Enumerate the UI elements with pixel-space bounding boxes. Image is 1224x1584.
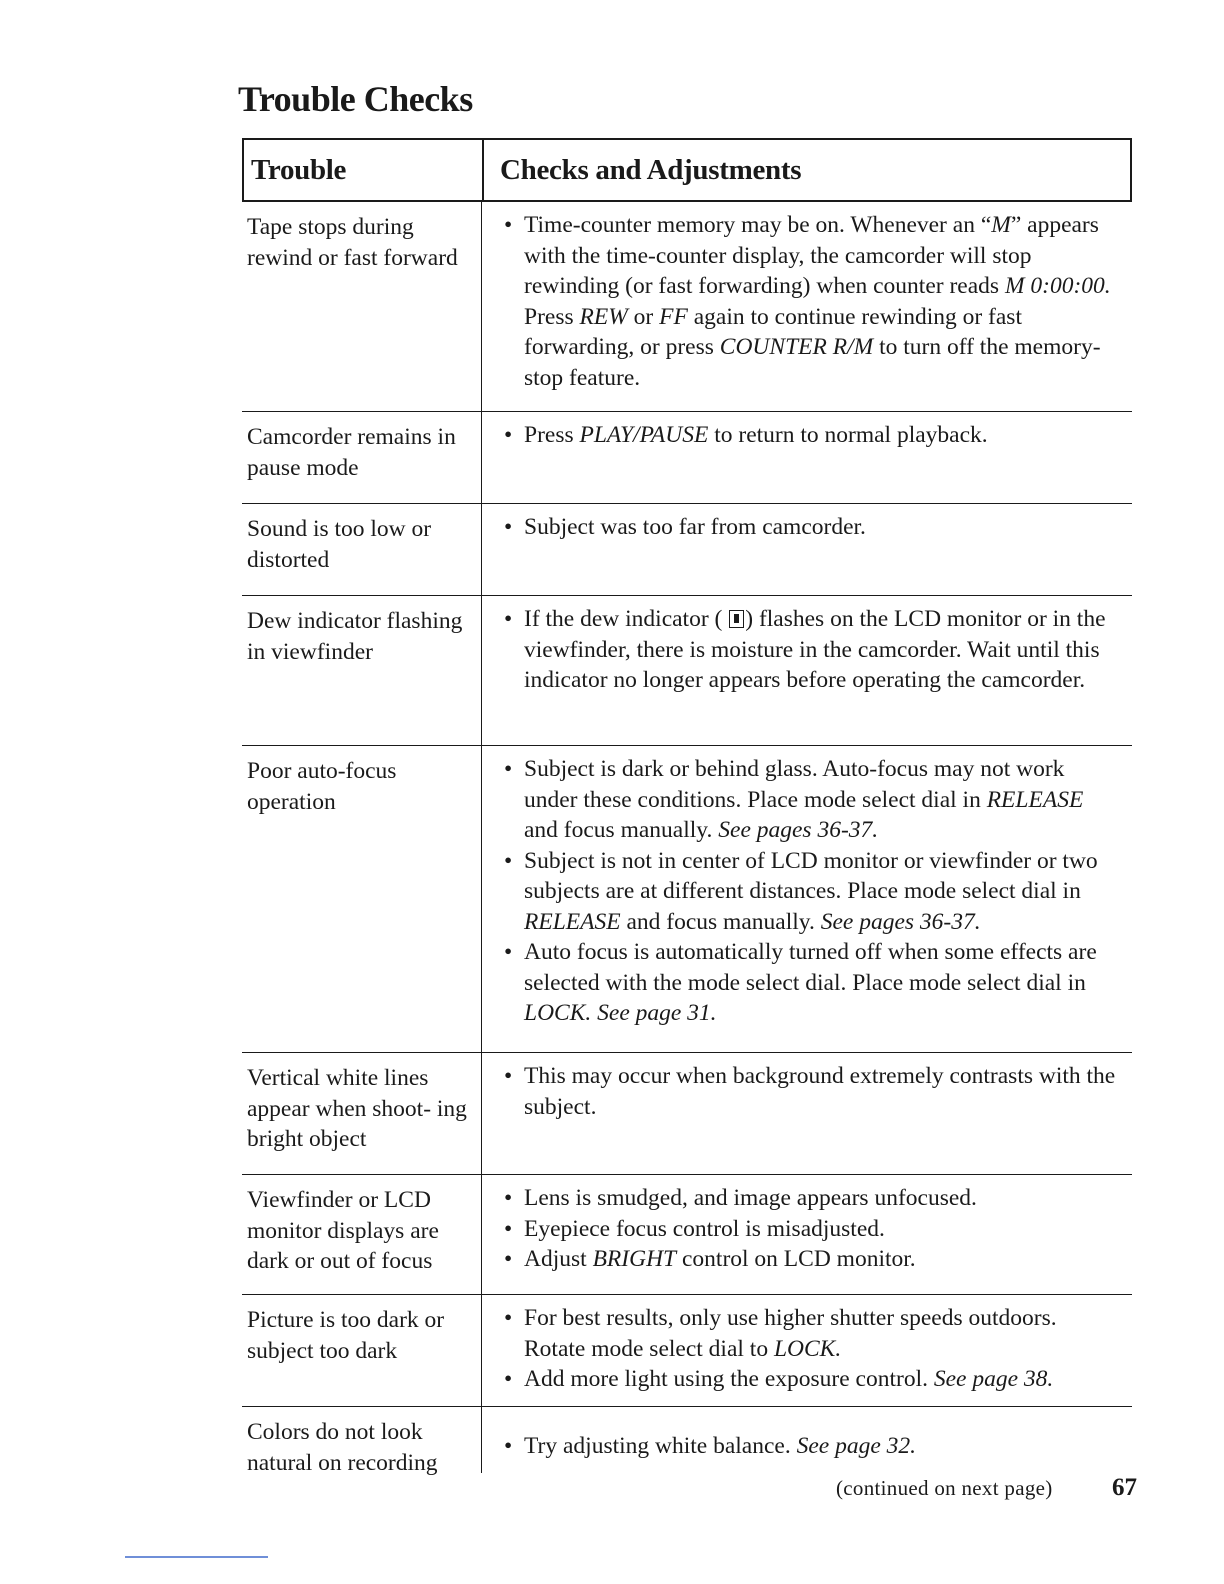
- check-item: [500, 1183, 1122, 1214]
- check-text: Time-counter memory may be on. Whenever an “: [524, 212, 992, 238]
- check-item: [500, 1303, 1122, 1364]
- page-number: 67: [1112, 1474, 1137, 1501]
- trouble-cell: Dew indicator flashing in viewfinder: [242, 596, 482, 745]
- table-row: [242, 1295, 1132, 1407]
- check-text: Auto focus is automatically turned off when some effects are selected with the mode select dial. Place mode select dial in: [524, 939, 1097, 996]
- check-text: If the dew indicator (: [524, 606, 729, 632]
- emphasized-text: FF: [659, 303, 688, 330]
- emphasized-text: LOCK.: [524, 1000, 592, 1026]
- checks-cell: [482, 202, 1132, 411]
- check-item: [500, 846, 1122, 938]
- trouble-cell: Tape stops during rewind or fast forward: [242, 202, 482, 411]
- check-text: Try adjusting white balance.: [524, 1433, 797, 1459]
- emphasized-text: See pages 36-37.: [820, 908, 981, 935]
- check-item: [500, 937, 1122, 1029]
- checks-cell: [482, 412, 1132, 503]
- check-item: [500, 1364, 1122, 1395]
- checks-cell: [482, 1175, 1132, 1294]
- trouble-cell: Viewfinder or LCD monitor displays are dark or out of focus: [242, 1175, 482, 1294]
- check-item: [500, 512, 1122, 543]
- check-item: [500, 210, 1122, 393]
- page-title: Trouble Checks: [238, 79, 473, 119]
- table-row: [242, 202, 1132, 412]
- check-item: [500, 1214, 1122, 1245]
- check-item: [500, 1244, 1122, 1275]
- checks-cell: [482, 1053, 1132, 1174]
- dew-indicator-icon: [729, 610, 744, 628]
- check-text: or: [627, 303, 660, 330]
- table-row: [242, 1407, 1132, 1476]
- emphasized-text: COUNTER R/M: [719, 334, 874, 360]
- trouble-checks-table: [242, 138, 1132, 1476]
- emphasized-text: PLAY/PAUSE: [579, 422, 709, 448]
- check-text: For best results, only use higher shutter speeds outdoors. Rotate mode select dial to: [524, 1305, 1057, 1362]
- check-text: This may occur when background extremely contrasts with the subject.: [524, 1063, 1116, 1120]
- table-row: [242, 746, 1132, 1053]
- trouble-cell: Colors do not look natural on recording: [242, 1407, 482, 1473]
- emphasized-text: RELEASE: [986, 786, 1084, 813]
- check-text: ) flashes on the LCD monitor or in the viewfinder, there is moisture in the camcorder. Wait until this indicator no longer appears before operating the camcorder.: [524, 606, 1106, 693]
- checks-cell: [482, 504, 1132, 595]
- checks-cell: [482, 746, 1132, 1052]
- table-row: [242, 504, 1132, 596]
- check-text: control on LCD monitor.: [676, 1246, 916, 1272]
- check-item: [500, 1061, 1122, 1122]
- emphasized-text: See pages 36-37.: [718, 817, 879, 843]
- emphasized-text: See page 31.: [597, 1000, 717, 1026]
- check-text: Subject is not in center of LCD monitor or viewfinder or two subjects are at different distances. Place mode select dial in: [524, 847, 1098, 904]
- check-text: Press: [524, 303, 580, 330]
- table-row: [242, 412, 1132, 504]
- column-header-checks: Checks and Adjustments: [500, 153, 802, 186]
- emphasized-text: RELEASE: [524, 908, 621, 935]
- check-text: Adjust: [524, 1246, 593, 1272]
- emphasized-text: See page 38.: [933, 1366, 1054, 1392]
- scan-accent-line: [125, 1556, 268, 1558]
- emphasized-text: LOCK.: [773, 1335, 842, 1362]
- checks-cell: [482, 1295, 1132, 1406]
- checks-cell: [482, 1407, 1132, 1473]
- check-text: Subject was too far from camcorder.: [524, 514, 866, 540]
- trouble-cell: Sound is too low or distorted: [242, 504, 482, 595]
- check-text: Press: [524, 422, 580, 448]
- check-text: Lens is smudged, and image appears unfocused.: [524, 1185, 977, 1211]
- continued-note: (continued on next page): [836, 1476, 1053, 1500]
- check-text: again to continue rewinding or fast forwarding, or press: [524, 303, 1022, 360]
- emphasized-text: REW: [579, 303, 628, 330]
- check-text: to turn off the memory-stop feature.: [524, 334, 1101, 391]
- check-text: Eyepiece focus control is misadjusted.: [524, 1215, 885, 1242]
- check-text: Subject is dark or behind glass. Auto-focus may not work under these conditions. Place mode select dial in: [524, 756, 1065, 813]
- table-header: [242, 138, 1132, 202]
- emphasized-text: See page 32.: [796, 1433, 917, 1459]
- check-text: ” appears with the time-counter display, the camcorder will stop rewinding (or fast forwarding) when counter reads: [524, 212, 1099, 299]
- table-row: [242, 1053, 1132, 1175]
- checks-cell: [482, 596, 1132, 745]
- trouble-cell: Vertical white lines appear when shoot- ing bright object: [242, 1053, 482, 1174]
- check-text: and focus manually.: [524, 817, 719, 843]
- emphasized-text: M 0:00:00.: [1004, 273, 1111, 299]
- check-item: [500, 754, 1122, 846]
- check-item: [500, 1431, 1122, 1462]
- check-text: Add more light using the exposure control.: [524, 1366, 934, 1392]
- check-item: [500, 604, 1122, 696]
- trouble-cell: Poor auto-focus operation: [242, 746, 482, 1052]
- column-header-trouble: Trouble: [244, 140, 484, 200]
- table-row: [242, 596, 1132, 746]
- check-text: to return to normal playback.: [708, 422, 988, 448]
- emphasized-text: BRIGHT: [592, 1246, 677, 1272]
- table-body: [242, 202, 1132, 1476]
- trouble-cell: Camcorder remains in pause mode: [242, 412, 482, 503]
- table-row: [242, 1175, 1132, 1295]
- check-text: and focus manually.: [620, 908, 821, 935]
- trouble-cell: Picture is too dark or subject too dark: [242, 1295, 482, 1406]
- emphasized-text: M: [991, 212, 1011, 238]
- check-item: [500, 420, 1122, 451]
